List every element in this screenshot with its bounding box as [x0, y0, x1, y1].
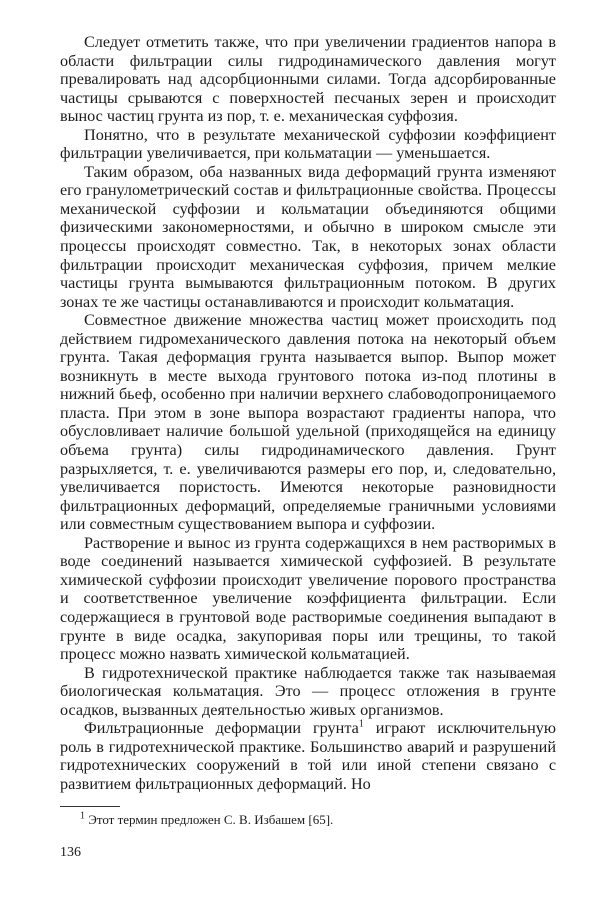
paragraph: Следует отметить также, что при увеличении градиентов напора в области фильтрации силы гидродинамического давления могут превалировать над адсорбционными силами. Тогда адсорбированные частицы срываются с поверхностей песчаных зерен и происходит вынос частиц грунта из пор, т. е. механическая суффозия.	[60, 33, 556, 126]
footnote-reference[interactable]: 1	[358, 718, 364, 730]
paragraph-text-start: Фильтрационные деформации грунта	[84, 719, 359, 738]
footnote-marker: 1	[80, 810, 85, 822]
paragraph: Таким образом, оба названных вида деформаций грунта изменяют его гранулометрический состав и фильтрационные свойства. Процессы механической суффозии и кольматации объединяются общими физическими закономерностями, и обычно в широком смысле эти процессы происходят совместно. Так, в некоторых зонах области фильтрации происходит механическая суффозия, причем мелкие частицы грунта вымываются фильтрационным потоком. В других зонах те же частицы останавливаются и происходит кольматация.	[60, 162, 556, 311]
paragraph: Понятно, что в результате механической суффозии коэффициент фильтрации увеличивается, при кольматации — уменьшается.	[60, 125, 556, 163]
paragraph: Растворение и вынос из грунта содержащихся в нем растворимых в воде соединений называется химической суффозией. В результате химической суффозии происходит увеличение порового пространства и соответственное увеличение коэффициента фильтрации. Если содержащиеся в грунтовой воде растворимые соединения выпадают в грунте в виде осадка, закупоривая поры или трещины, то такой процесс можно назвать химической кольматацией.	[60, 533, 556, 664]
paragraph-with-footnote-ref	[60, 719, 556, 793]
paragraph-text-end: играют исключительную роль в гидротехнической практике. Большинство аварий и разрушений гидротехнических сооружений в той или иной степени связано с развитием фильтрационных деформаций. Но	[60, 719, 556, 793]
footnote-text: Этот термин предложен С. В. Избашем [65].	[85, 812, 334, 827]
paragraph: Совместное движение множества частиц может происходить под действием гидромеханического давления потока на некоторый объем грунта. Такая деформация грунта называется выпор. Выпор может возникнуть в месте выхода грунтового потока из-под плотины в нижний бьеф, особенно при наличии верхнего слабоводопроницаемого пласта. При этом в зоне выпора возрастают градиенты напора, что обусловливает наличие большой удельной (приходящейся на единицу объема грунта) силы гидродинамического давления. Грунт разрыхляется, т. е. увеличиваются размеры его пор, и, следовательно, увеличивается пористость. Имеются некоторые разновидности фильтрационных деформаций, определяемые граничными условиями или совместным существованием выпора и суффозии.	[60, 311, 556, 534]
main-text	[60, 33, 556, 793]
page-number: 136	[60, 845, 81, 860]
footnote	[60, 812, 556, 828]
paragraph: В гидротехнической практике наблюдается также так называемая биологическая кольматация. Это — процесс отложения в грунте осадков, вызванных деятельностью живых организмов.	[60, 663, 556, 719]
footnote-divider	[60, 806, 120, 807]
